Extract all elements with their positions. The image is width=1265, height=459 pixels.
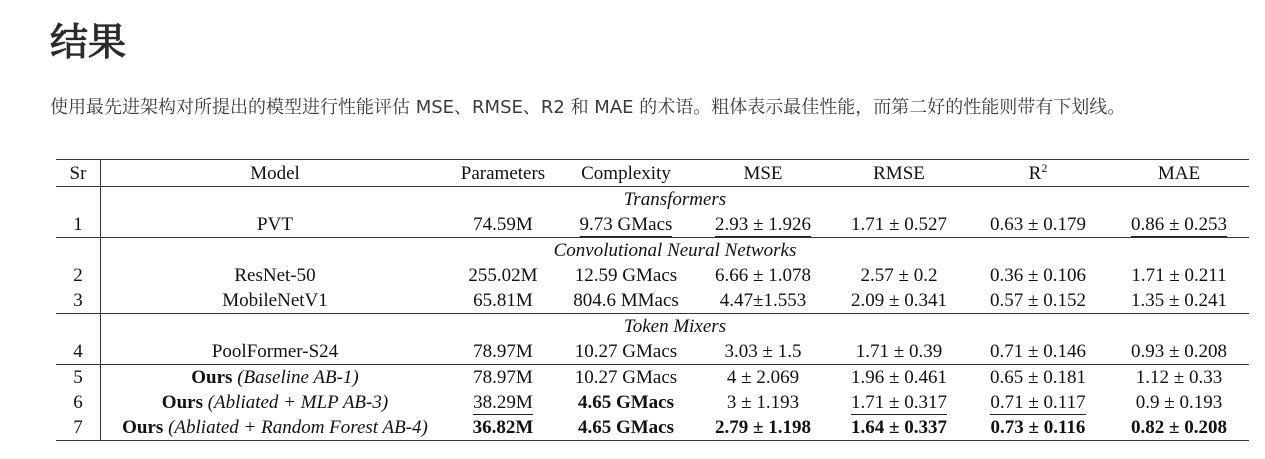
header-r2 [967,160,1109,187]
cell-mse: 4 ± 2.069 [695,365,831,391]
underlined-value: 2.93 ± 1.926 [715,214,811,235]
underlined-value: 38.29M [473,392,533,413]
header-mae: MAE [1109,160,1249,187]
cell-rmse: 2.09 ± 0.341 [851,290,947,311]
cell-parameters: 65.81M [473,290,533,311]
group-label-token-mixers: Token Mixers [101,314,1250,340]
cell-mae: 1.12 ± 0.33 [1109,365,1249,391]
cell-complexity: 4.65 GMacs [577,392,675,413]
ours-label: Ours [191,367,233,388]
cell-mse: 4.47±1.553 [719,290,807,311]
header-model: Model [101,160,450,187]
header-r2-superscript: 2 [1041,160,1048,175]
cell-r2: 0.65 ± 0.181 [967,365,1109,391]
table-row [56,288,1249,314]
header-sr: Sr [56,160,101,187]
results-table [56,159,1249,441]
model-variant: (Abliated + Random Forest AB-4) [168,417,428,438]
cell-rmse: 1.64 ± 0.337 [831,415,967,441]
cell-parameters [449,390,557,415]
underlined-value: 1.71 ± 0.317 [851,392,947,413]
cell-rmse: 1.96 ± 0.461 [831,365,967,391]
cell-rmse: 1.71 ± 0.527 [851,214,947,235]
table-row [56,390,1249,415]
group-row-transformers [56,187,1249,213]
ours-label: Ours [122,417,164,438]
table-caption: 使用最先进架构对所提出的模型进行性能评估 MSE、RMSE、R2 和 MAE 的术语。粗体表示最佳性能，而第二好的性能则带有下划线。 [50,97,1126,118]
cell-mae: 1.35 ± 0.241 [1131,290,1227,311]
cell-model: PVT [257,214,293,235]
header-rmse: RMSE [831,160,967,187]
cell-parameters: 78.97M [473,341,533,362]
cell-sr: 4 [56,339,101,365]
group-row-cnn [56,238,1249,264]
cell-mae: 1.71 ± 0.211 [1131,265,1227,286]
cell-parameters: 36.82M [449,415,557,441]
cell-rmse [831,390,967,415]
cell-mse: 2.79 ± 1.198 [695,415,831,441]
cell-parameters: 255.02M [468,265,538,286]
cell-r2: 0.73 ± 0.116 [967,415,1109,441]
cell-model [101,390,450,415]
cell-model [101,415,450,441]
table-row [56,263,1249,288]
cell-sr: 5 [56,365,101,391]
table-row [56,415,1249,441]
cell-sr: 1 [56,212,101,238]
cell-complexity: 804.6 MMacs [573,290,679,311]
cell-parameters: 74.59M [473,214,533,235]
table-row [56,212,1249,238]
underlined-value: 9.73 GMacs [579,214,673,235]
underlined-value: 0.86 ± 0.253 [1131,214,1227,235]
cell-complexity [557,212,695,238]
cell-complexity: 12.59 GMacs [574,265,678,286]
cell-mse: 3 ± 1.193 [726,392,800,413]
cell-mse: 3.03 ± 1.5 [724,341,802,362]
cell-mae: 0.9 ± 0.193 [1135,392,1223,413]
table-header-row [56,160,1249,187]
cell-sr: 6 [56,390,101,415]
group-label-transformers: Transformers [623,189,727,210]
cell-r2 [967,390,1109,415]
cell-sr: 7 [56,415,101,441]
header-r2-label: R [1028,162,1042,184]
header-complexity: Complexity [557,160,695,187]
cell-r2: 0.71 ± 0.146 [990,341,1086,362]
cell-r2: 0.36 ± 0.106 [990,265,1086,286]
table-row [56,365,1249,391]
cell-model: PoolFormer-S24 [211,341,339,362]
cell-model: MobileNetV1 [222,290,328,311]
cell-model [101,365,450,391]
cell-model: ResNet-50 [234,265,316,286]
section-title: 结果 [50,20,127,64]
cell-mse: 6.66 ± 1.078 [715,265,811,286]
cell-sr: 3 [56,288,101,314]
cell-r2: 0.63 ± 0.179 [990,214,1086,235]
cell-mae: 0.82 ± 0.208 [1109,415,1249,441]
header-mse: MSE [695,160,831,187]
cell-parameters: 78.97M [449,365,557,391]
model-variant: (Baseline AB-1) [237,367,359,388]
group-row-token-mixers [56,314,1249,340]
cell-complexity: 10.27 GMacs [574,341,678,362]
table-row [56,339,1249,365]
cell-rmse: 2.57 ± 0.2 [860,265,938,286]
cell-sr: 2 [56,263,101,288]
model-variant: (Abliated + MLP AB-3) [207,392,389,413]
cell-mae [1109,212,1249,238]
cell-complexity: 4.65 GMacs [557,415,695,441]
cell-mae: 0.93 ± 0.208 [1131,341,1227,362]
cell-r2: 0.57 ± 0.152 [990,290,1086,311]
cell-rmse: 1.71 ± 0.39 [855,341,943,362]
underlined-value: 0.71 ± 0.117 [990,392,1086,413]
header-parameters: Parameters [449,160,557,187]
ours-label: Ours [161,392,203,413]
cell-mse [695,212,831,238]
cell-complexity: 10.27 GMacs [557,365,695,391]
group-label-cnn: Convolutional Neural Networks [101,238,1250,264]
